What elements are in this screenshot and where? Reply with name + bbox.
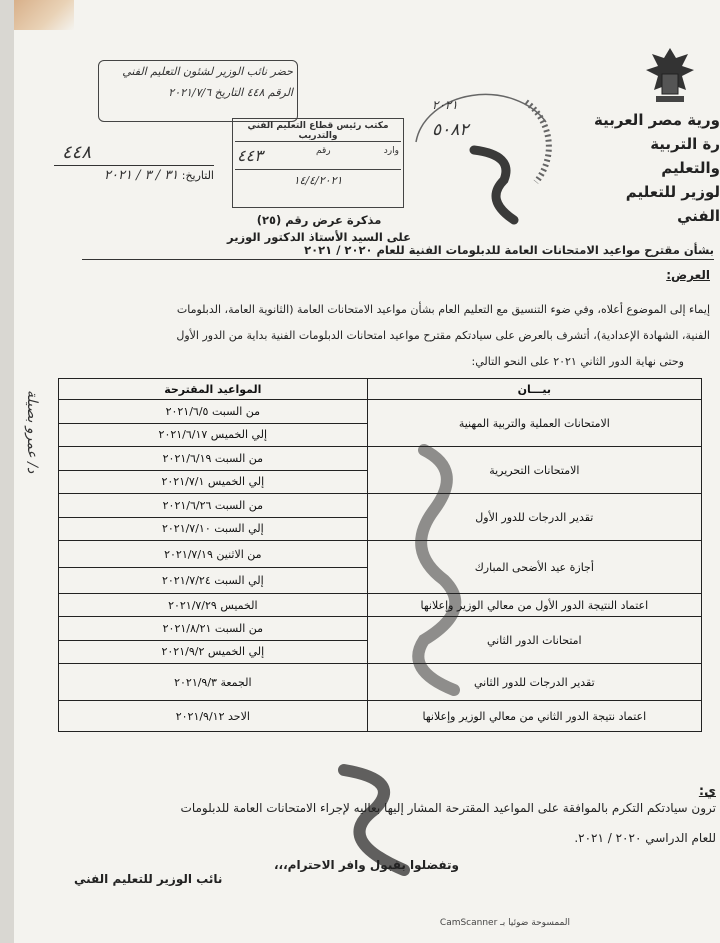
- referral-note: حضر نائب الوزير لشئون التعليم الفني: [122, 65, 293, 78]
- table-row: [59, 541, 702, 594]
- row-statement: تقدير الدرجات للدور الأول: [367, 494, 701, 541]
- table-row: [59, 494, 702, 541]
- sector-office-stamp: [232, 118, 404, 208]
- date-field: التاريخ: ٣١ / ٣ / ٢٠٢١: [54, 165, 214, 183]
- column-header-statement: بيـــان: [367, 379, 701, 400]
- row-date-to: إلي السبت ٢٠٢١/٧/١٠: [161, 521, 264, 535]
- date-label: التاريخ: [185, 169, 214, 182]
- conclusion-line-2: للعام الدراسي ٢٠٢٠ / ٢٠٢١.: [574, 831, 716, 845]
- handwritten-mark-icon: [454, 140, 534, 230]
- row-statement: الامتحانات العملية والتربية المهنية: [367, 400, 701, 447]
- outgoing-number: ٤٤٨: [62, 142, 92, 163]
- memo-heading: [204, 212, 434, 246]
- closing-greeting: وتفضلوا بقبول وافر الاحترام،،،: [274, 858, 460, 872]
- presentation-heading: العرض:: [666, 268, 710, 282]
- column-header-dates: المواعيد المقترحة: [59, 379, 368, 400]
- table-row: [59, 664, 702, 701]
- receipt-number: ٥٠٨٢: [432, 120, 469, 140]
- referral-ref: الرقم ٤٤٨ التاريخ ٢٠٢١/٧/٦: [168, 86, 293, 99]
- stamp-number: ٤٤٣: [237, 146, 263, 165]
- exam-schedule-table: [58, 378, 702, 732]
- referral-stamp: [98, 60, 298, 122]
- memo-number: مذكرة عرض رقم (٢٥): [256, 213, 382, 227]
- row-date-single: الخميس ٢٠٢١/٧/٢٩: [59, 594, 368, 617]
- stamp-number-label: رقم: [315, 146, 331, 156]
- row-date-single: الجمعة ٢٠٢١/٩/٣: [59, 664, 368, 701]
- row-date-single: الاحد ٢٠٢١/٩/١٢: [59, 701, 368, 732]
- row-statement: امتحانات الدور الثاني: [367, 617, 701, 664]
- side-handwritten-note: د/ عمرو بصيلة: [24, 390, 40, 474]
- page-corner-shadow: [14, 0, 74, 30]
- document-page: [14, 0, 720, 943]
- ministry-line-2: رة التربية والتعليم: [650, 135, 720, 177]
- table-header-row: [59, 379, 702, 400]
- stamp-title: مكتب رئيس قطاع التعليم الفني والتدريب: [235, 121, 401, 142]
- table-row: [59, 617, 702, 664]
- row-date-from: من الاثنين ٢٠٢١/٧/١٩: [59, 542, 367, 568]
- row-statement: أجازة عيد الأضحى المبارك: [367, 541, 701, 594]
- row-date-to: إلي الخميس ٢٠٢١/٩/٢: [161, 644, 265, 658]
- date-value: ٣١ / ٣ / ٢٠٢١: [104, 168, 179, 183]
- row-date-from: من السبت ٢٠٢١/٦/١٩: [59, 448, 367, 471]
- ministry-line-3: لوزير للتعليم الفني: [625, 183, 720, 225]
- stamp-incoming: وارد: [383, 146, 399, 156]
- presentation-para-2: الفنية، الشهادة الإعدادية)، أتشرف بالعرض على سيادتكم مقترح مواعيد امتحانات الدبلومات الفنية بداية من الدور الأول: [176, 329, 710, 342]
- table-row: [59, 594, 702, 617]
- signature-title: نائب الوزير للتعليم الفني: [74, 872, 223, 886]
- row-date-from: من السبت ٢٠٢١/٦/٢٦: [59, 495, 367, 518]
- ministry-line-1: ورية مصر العربية: [594, 111, 720, 129]
- memo-addressee: على السيد الأستاذ الدكتور الوزير: [227, 230, 411, 244]
- row-date-to: إلي الخميس ٢٠٢١/٦/١٧: [158, 427, 268, 441]
- presentation-para-3: وحتى نهاية الدور الثاني ٢٠٢١ على النحو التالي:: [471, 355, 684, 368]
- row-date-to: إلي الخميس ٢٠٢١/٧/١: [161, 474, 265, 488]
- conclusion-line-1: ترون سيادتكم التكرم بالموافقة على المواعيد المقترحة المشار إليها بعاليه لإجراء الامتحانات العامة للدبلومات: [180, 801, 716, 815]
- ministry-header: [590, 108, 720, 228]
- eagle-emblem-icon: [642, 44, 698, 106]
- conclusion-heading: ي:: [698, 784, 716, 799]
- presentation-para-1: إيماء إلى الموضوع أعلاه، وفي ضوء التنسيق مع التعليم العام بشأن مواعيد الامتحانات العامة (الثانوية العامة، الدبلومات: [176, 303, 710, 316]
- row-statement: تقدير الدرجات للدور الثاني: [367, 664, 701, 701]
- stamp-date: ١٤/٤/٢٠٢١: [293, 174, 343, 187]
- table-row: [59, 701, 702, 732]
- memo-subject: بشأن مقترح مواعيد الامتحانات العامة للدبلومات الفنية للعام ٢٠٢٠ / ٢٠٢١: [82, 243, 714, 260]
- row-statement: الامتحانات التحريرية: [367, 447, 701, 494]
- row-date-from: من السبت ٢٠٢١/٦/٥: [59, 401, 367, 424]
- row-date-from: من السبت ٢٠٢١/٨/٢١: [59, 618, 367, 641]
- row-statement: اعتماد نتيجة الدور الثاني من معالي الوزير وإعلانها: [367, 701, 701, 732]
- scanner-watermark: الممسوحة ضوئيا بـ CamScanner: [439, 918, 570, 928]
- receipt-year: ٢٠٢١: [432, 98, 458, 112]
- row-date-to: إلي السبت ٢٠٢١/٧/٢٤: [161, 573, 264, 587]
- row-statement: اعتماد النتيجة الدور الأول من معالي الوزير وإعلانها: [367, 594, 701, 617]
- table-row: [59, 447, 702, 494]
- table-row: [59, 400, 702, 447]
